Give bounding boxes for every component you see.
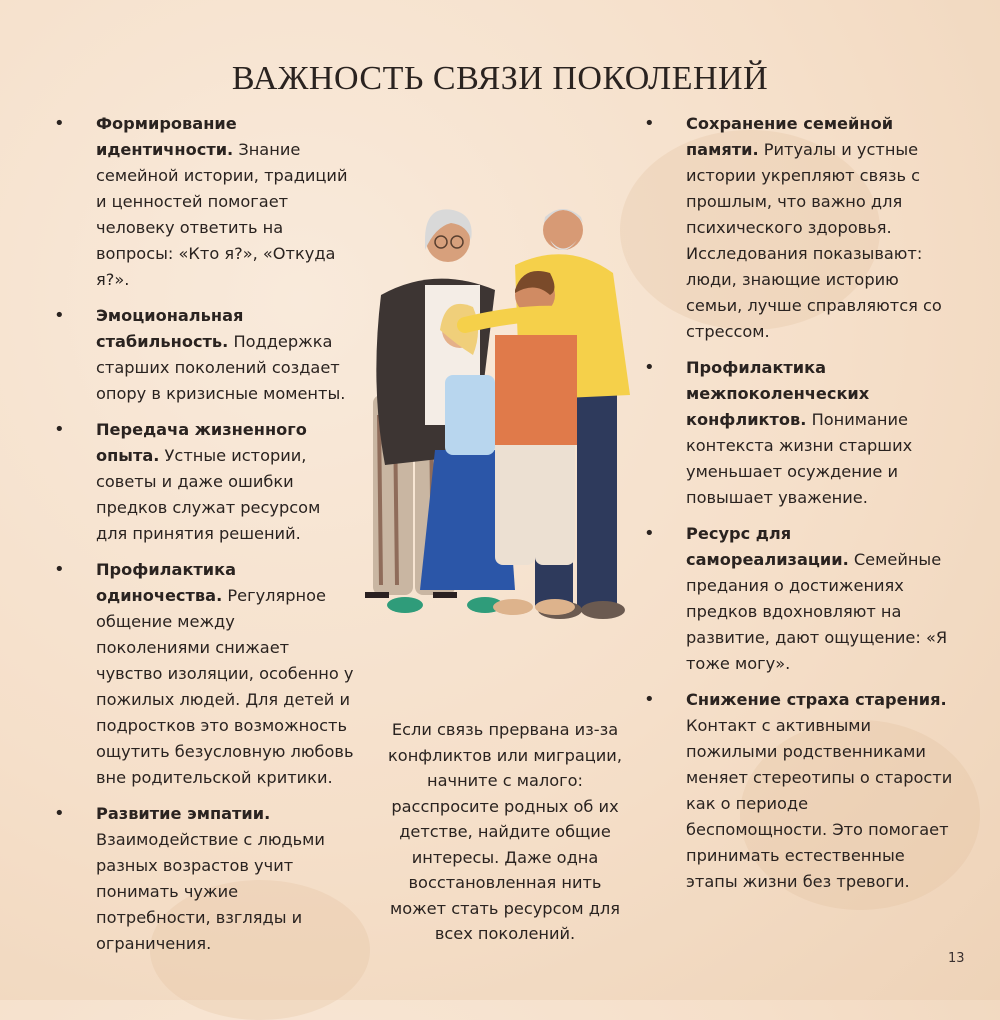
item-heading: Ресурс для самореализации.	[686, 524, 849, 569]
bullet: •	[644, 357, 655, 378]
item-text: Ритуалы и устные истории укрепляют связь с прошлым, что важно для психического здоровья. Исследования показывают: люди, знающие историю семьи, лучше справляются со стрессом.	[686, 140, 942, 341]
item-text: Семейные предания о достижениях предков вдохновляют на развитие, дают ощущение: «Я тоже могу».	[686, 550, 948, 673]
bullet: •	[644, 113, 655, 134]
family-hug-icon	[345, 195, 645, 630]
item-text: Знание семейной истории, традиций и ценностей помогает человеку ответить на вопросы: «Кто я?», «Откуда я?».	[96, 140, 348, 289]
item-text: Понимание контекста жизни старших уменьшает осуждение и повышает уважение.	[686, 410, 913, 507]
item-text: Поддержка старших поколений создает опору в кризисные моменты.	[96, 332, 346, 403]
item-text: Контакт с активными пожилыми родственниками меняет стереотипы о старости как о периоде беспомощности. Это помогает принимать естественные этапы жизни без тревоги.	[686, 716, 953, 891]
list-item	[54, 303, 354, 407]
list-item	[54, 111, 354, 293]
bullet: •	[644, 689, 655, 710]
left-column	[54, 111, 354, 967]
advice-note: Если связь прервана из-за конфликтов или миграции, начните с малого: расспросите родных об их детстве, найдите общие интересы. Даже одна восстановленная нить может стать ресурсом для всех поколений.	[388, 720, 622, 943]
item-text: Устные истории, советы и даже ошибки предков служат ресурсом для принятия решений.	[96, 446, 321, 543]
list-item	[644, 521, 954, 677]
page-title: ВАЖНОСТЬ СВЯЗИ ПОКОЛЕНИЙ	[231, 60, 769, 97]
item-heading: Сохранение семейной памяти.	[686, 114, 894, 159]
bullet: •	[54, 419, 65, 440]
bullet: •	[644, 523, 655, 544]
item-heading: Развитие эмпатии.	[96, 804, 271, 823]
list-item	[54, 801, 354, 957]
item-heading: Эмоциональная стабильность.	[96, 306, 244, 351]
item-heading: Снижение страха старения.	[686, 690, 947, 709]
bullet: •	[54, 803, 65, 824]
item-heading: Передача жизненного опыта.	[96, 420, 307, 465]
list-item	[644, 687, 954, 895]
item-heading: Формирование идентичности.	[96, 114, 237, 159]
bullet: •	[54, 305, 65, 326]
item-heading: Профилактика одиночества.	[96, 560, 237, 605]
bullet: •	[54, 559, 65, 580]
list-item	[54, 557, 354, 791]
list-item	[644, 355, 954, 511]
family-hug-illustration	[345, 195, 645, 630]
right-column	[644, 111, 954, 905]
bullet: •	[54, 113, 65, 134]
item-text: Регулярное общение между поколениями снижает чувство изоляции, особенно у пожилых людей. Для детей и подростков это возможность ощутить безусловную любовь вне родительской критики.	[96, 586, 354, 787]
list-item	[644, 111, 954, 345]
item-heading: Профилактика межпоколенческих конфликтов.	[686, 358, 870, 429]
page-number: 13	[948, 951, 965, 966]
list-item	[54, 417, 354, 547]
item-text: Взаимодействие с людьми разных возрастов учит понимать чужие потребности, взгляды и ограничения.	[96, 830, 325, 953]
